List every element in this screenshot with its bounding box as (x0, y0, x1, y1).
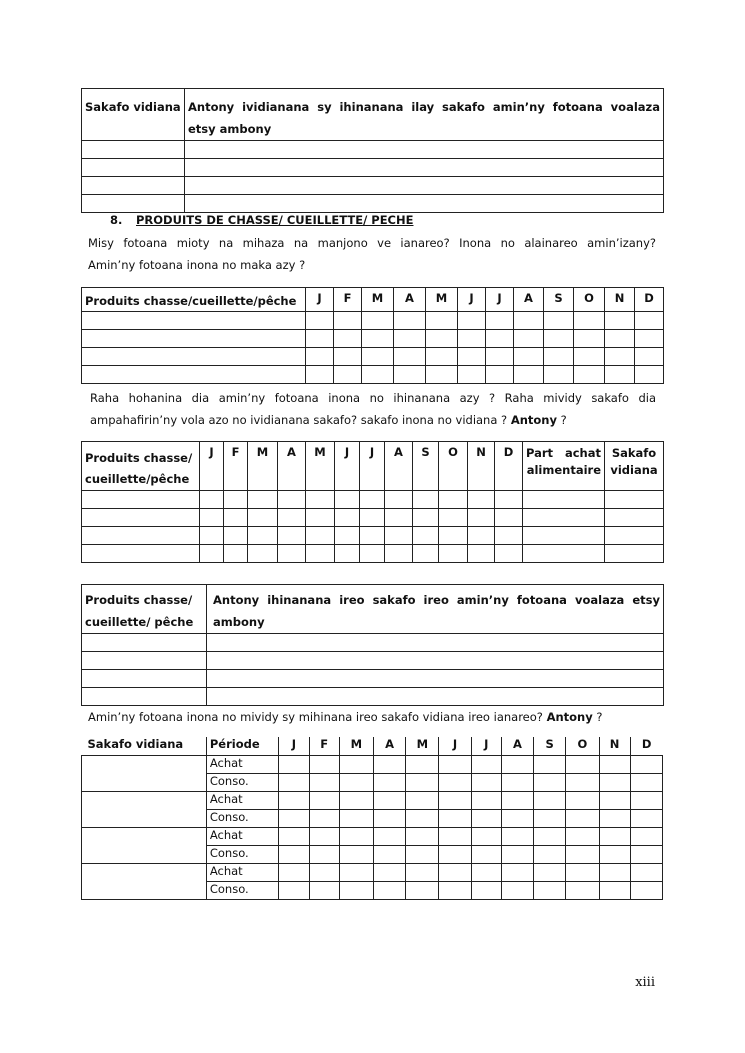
month-header: A (278, 442, 306, 491)
month-header: J (486, 288, 514, 312)
paragraph-question-2 (90, 387, 656, 431)
table-row (82, 652, 664, 670)
month-header: S (544, 288, 574, 312)
table-row (82, 634, 664, 652)
month-header: N (605, 288, 635, 312)
paragraph-line: Amin’ny fotoana inona no maka azy ? (88, 258, 306, 272)
period-achat: Achat (206, 791, 278, 809)
table4-header-produits: Produits chasse/ cueillette/ pêche (82, 585, 207, 634)
table-row (82, 177, 664, 195)
table5-header-periode: Période (206, 737, 278, 755)
paragraph-text: ? (596, 710, 603, 724)
month-header: O (439, 442, 468, 491)
table-sakafo-vidiana-antony (81, 88, 664, 213)
month-header: F (309, 737, 339, 755)
month-header: S (534, 737, 566, 755)
month-header: J (360, 442, 385, 491)
month-header: M (406, 737, 439, 755)
month-header: D (630, 737, 662, 755)
period-conso: Conso. (206, 881, 278, 899)
section-number: 8. (110, 213, 123, 227)
period-achat: Achat (206, 863, 278, 881)
month-header: M (362, 288, 394, 312)
table3-header-sakafo-vidiana: Sakafo vidiana (605, 442, 664, 491)
table-row (82, 330, 664, 348)
month-header: J (279, 737, 309, 755)
paragraph-line: Misy fotoana mioty na mihaza na manjono ve ianareo? Inona no alainareo amin’izany? (88, 236, 656, 250)
table-row (82, 159, 664, 177)
table-row (82, 688, 664, 706)
month-header: D (635, 288, 664, 312)
paragraph-line (90, 409, 656, 431)
month-header: N (468, 442, 495, 491)
section-title: PRODUITS DE CHASSE/ CUEILLETTE/ PECHE (136, 213, 414, 227)
month-header: M (339, 737, 373, 755)
table-produits-calendrier (81, 287, 664, 384)
table-sakafo-periode (81, 737, 663, 900)
month-header: O (574, 288, 605, 312)
table-row (82, 827, 663, 845)
month-header: A (385, 442, 413, 491)
paragraph-question-1 (88, 232, 656, 276)
paragraph-text: ampahafirin’ny vola azo no ividianana sakafo? sakafo inona no vidiana ? (90, 413, 508, 427)
table-row (82, 791, 663, 809)
period-conso: Conso. (206, 845, 278, 863)
month-header: J (439, 737, 471, 755)
paragraph-text: Amin’ny fotoana inona no mividy sy mihinana ireo sakafo vidiana ireo ianareo? (88, 710, 543, 724)
month-header: M (426, 288, 458, 312)
table-row (82, 863, 663, 881)
table-produits-achat (81, 441, 664, 563)
emphasis-antony: Antony (546, 710, 593, 724)
month-header: A (514, 288, 544, 312)
month-header: J (471, 737, 501, 755)
month-header: J (335, 442, 360, 491)
table-row (82, 348, 664, 366)
paragraph-text: ? (560, 413, 567, 427)
table-row (82, 670, 664, 688)
month-header: M (248, 442, 278, 491)
table2-header-produits: Produits chasse/cueillette/pêche (82, 288, 306, 312)
table-row (82, 545, 664, 563)
month-header: D (495, 442, 523, 491)
page-number: xiii (635, 975, 655, 990)
paragraph-line: Raha hohanina dia amin’ny fotoana inona no ihinanana azy ? Raha mividy sakafo dia (90, 391, 656, 405)
month-header: F (334, 288, 362, 312)
month-header: J (200, 442, 224, 491)
period-conso: Conso. (206, 773, 278, 791)
period-achat: Achat (206, 755, 278, 773)
month-header: A (501, 737, 533, 755)
period-achat: Achat (206, 827, 278, 845)
table5-header-sakafo: Sakafo vidiana (82, 737, 207, 755)
section-heading (110, 213, 413, 227)
table3-header-part-achat: Part achat alimentaire (523, 442, 605, 491)
paragraph-question-3 (88, 706, 668, 728)
table-row (82, 141, 664, 159)
table-row (82, 366, 664, 384)
month-header: A (394, 288, 426, 312)
table-row (82, 755, 663, 773)
table1-header-antony: Antony ividianana sy ihinanana ilay sakafo amin’ny fotoana voalaza etsy ambony (185, 89, 664, 141)
table-row (82, 195, 664, 213)
period-conso: Conso. (206, 809, 278, 827)
table-row (82, 509, 664, 527)
month-header: O (566, 737, 599, 755)
month-header: F (224, 442, 248, 491)
table4-header-antony: Antony ihinanana ireo sakafo ireo amin’ny fotoana voalaza etsy ambony (207, 585, 664, 634)
month-header: A (373, 737, 405, 755)
month-header: N (599, 737, 630, 755)
table-produits-antony (81, 584, 664, 706)
emphasis-antony: Antony (510, 413, 557, 427)
month-header: M (306, 442, 335, 491)
table-row (82, 312, 664, 330)
month-header: J (458, 288, 486, 312)
table1-header-sakafo: Sakafo vidiana (82, 89, 185, 141)
table-row (82, 491, 664, 509)
month-header: S (413, 442, 439, 491)
table3-header-produits: Produits chasse/ cueillette/pêche (82, 442, 200, 491)
month-header: J (306, 288, 334, 312)
table-row (82, 527, 664, 545)
